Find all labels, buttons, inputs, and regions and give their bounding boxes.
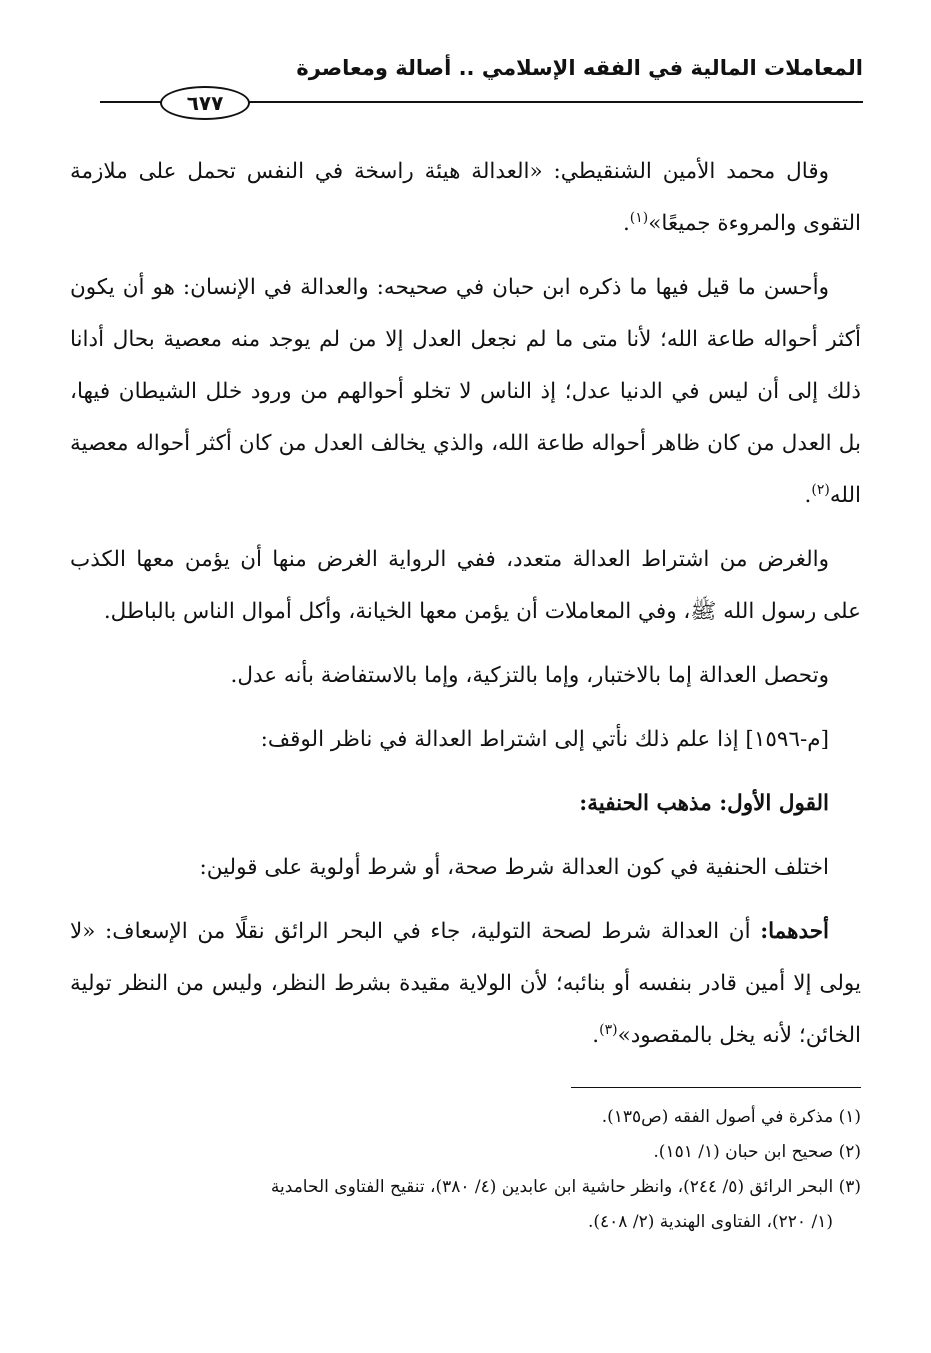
footnote-2: (٢) صحيح ابن حبان (١/ ١٥١). <box>653 1142 861 1162</box>
footnote-1: (١) مذكرة في أصول الفقه (ص١٣٥). <box>601 1107 861 1127</box>
paragraph-text: أن العدالة شرط لصحة التولية، جاء في البحر الرائق نقلًا من الإسعاف: «لا يولى إلا أمين قادر بنفسه أو بنائبه؛ لأن الولاية مقيدة بشرط النظر، وليس من النظر تولية الخائن؛ لأنه يخل بالمقصود» <box>70 919 861 1048</box>
running-header-title: المعاملات المالية في الفقه الإسلامي .. أصالة ومعاصرة <box>296 56 863 80</box>
paragraph-first-opinion: أحدهما: أن العدالة شرط لصحة التولية، جاء في البحر الرائق نقلًا من الإسعاف: «لا يولى إلا أمين قادر بنفسه أو بنائبه؛ لأن الولاية مقيدة بشرط النظر، وليس من النظر تولية الخائن؛ لأنه يخل بالمقصود»$^{(٣)}$. <box>70 919 861 1048</box>
main-text <box>70 146 861 1074</box>
page-number: ٦٧٧ <box>160 86 250 120</box>
section-heading-hanafi: القول الأول: مذهب الحنفية: <box>579 791 829 816</box>
paragraph-lead: أحدهما: <box>760 919 829 944</box>
paragraph-shinqiti-definition: وقال محمد الأمين الشنقيطي: «العدالة هيئة راسخة في النفس تحمل على ملازمة التقوى والمروءة جميعًا»$^{(١)}$. <box>70 159 861 236</box>
footnote-ref-3: (٣) <box>599 1021 618 1038</box>
paragraph-ibn-hibban: وأحسن ما قيل فيها ما ذكره ابن حبان في صحيحه: والعدالة في الإنسان: هو أن يكون أكثر أحواله طاعة الله؛ لأنا متى ما لم نجعل العدل إلا من لم يوجد منه معصية بحال أدانا ذلك إلى أن ليس في الدنيا عدل؛ إذ الناس لا تخلو أحوالهم من ورود خلل الشيطان فيها، بل العدل من كان ظاهر أحواله طاعة الله، والذي يخالف العدل من كان أكثر أحواله معصية الله$^{(٢)}$. <box>70 275 861 508</box>
footnote-rule <box>571 1087 861 1088</box>
footnote-ref-1: (١) <box>629 209 649 226</box>
footnote-3-continued: (١/ ٢٢٠)، الفتاوى الهندية (٢/ ٤٠٨). <box>588 1212 833 1232</box>
paragraph-purpose: والغرض من اشتراط العدالة متعدد، ففي الرواية الغرض منها أن يؤمن معها الكذب على رسول الله ﷺ، وفي المعاملات أن يؤمن معها الخيانة، وأكل أموال الناس بالباطل. <box>70 547 861 624</box>
paragraph-text: وأحسن ما قيل فيها ما ذكره ابن حبان في صحيحه: والعدالة في الإنسان: هو أن يكون أكثر أحواله طاعة الله؛ لأنا متى ما لم نجعل العدل إلا من لم يوجد منه معصية بحال أدانا ذلك إلى أن ليس في الدنيا عدل؛ إذ الناس لا تخلو أحوالهم من ورود خلل الشيطان فيها، بل العدل من كان ظاهر أحواله طاعة الله، والذي يخالف العدل من كان أكثر أحواله معصية الله <box>70 275 861 508</box>
paragraph-attainment: وتحصل العدالة إما بالاختبار، وإما بالتزكية، وإما بالاستفاضة بأنه عدل. <box>230 663 829 688</box>
footnote-ref-2: (٢) <box>811 481 830 498</box>
footnote-3: (٣) البحر الرائق (٥/ ٢٤٤)، وانظر حاشية ابن عابدين (٤/ ٣٨٠)، تنقيح الفتاوى الحامدية <box>270 1177 861 1197</box>
paragraph-hanafi-dispute: اختلف الحنفية في كون العدالة شرط صحة، أو شرط أولوية على قولين: <box>199 855 829 880</box>
paragraph-issue-1596: [م-١٥٩٦] إذا علم ذلك نأتي إلى اشتراط العدالة في ناظر الوقف: <box>260 727 829 752</box>
paragraph-text: وقال محمد الأمين الشنقيطي: «العدالة هيئة راسخة في النفس تحمل على ملازمة التقوى والمروءة جميعًا» <box>70 159 861 236</box>
footnotes <box>92 1100 861 1240</box>
